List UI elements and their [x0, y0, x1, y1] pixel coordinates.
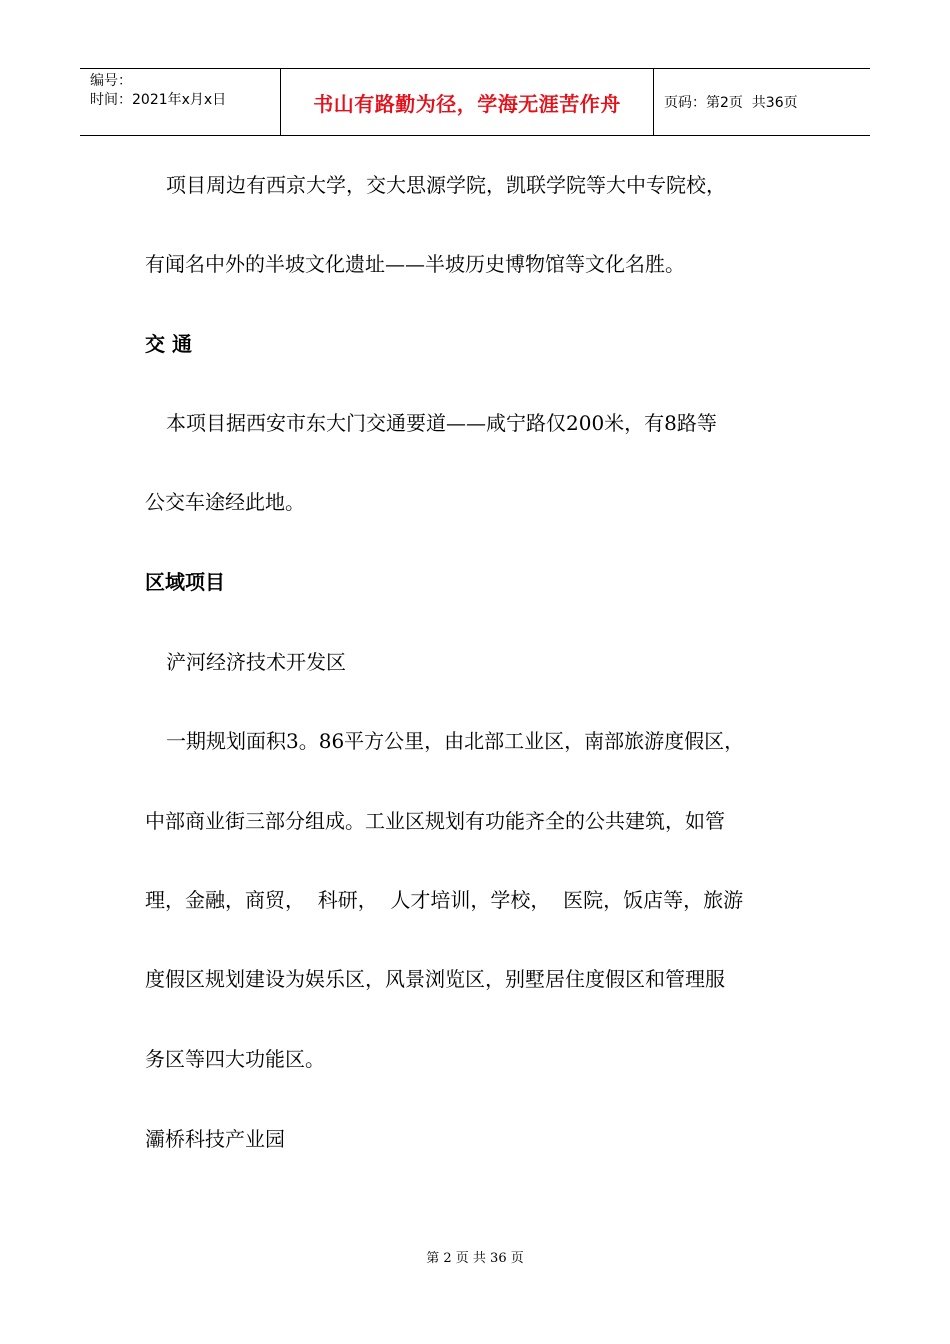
document-date: 时间：2021年x月x日 — [90, 92, 227, 108]
header-meta — [80, 69, 281, 135]
paragraph-line: 有闻名中外的半坡文化遗址——半坡历史博物馆等文化名胜。 — [145, 252, 685, 276]
paragraph-line: 浐河经济技术开发区 — [166, 650, 346, 674]
motto-text: 书山有路勤为径，学海无涯苦作舟 — [313, 91, 621, 116]
header-motto — [281, 69, 654, 135]
page-footer: 第 2 页 共 36 页 — [426, 1251, 524, 1266]
paragraph-line: 本项目据西安市东大门交通要道——咸宁路仅200米，有8路等 — [166, 411, 717, 435]
header-page-info — [654, 69, 870, 135]
document-number: 编号： — [90, 73, 132, 89]
paragraph-line: 中部商业街三部分组成。工业区规划有功能齐全的公共建筑，如管 — [145, 809, 725, 833]
paragraph-line: 理，金融，商贸， 科研， 人才培训，学校， 医院，饭店等，旅游 — [145, 888, 744, 912]
page-header — [80, 68, 870, 136]
paragraph-line: 项目周边有西京大学，交大思源学院，凯联学院等大中专院校， — [166, 173, 726, 197]
paragraph-line: 灞桥科技产业园 — [145, 1127, 285, 1151]
section-heading-traffic: 交 通 — [145, 332, 192, 356]
paragraph-line: 务区等四大功能区。 — [145, 1047, 325, 1071]
page-info-text: 页码：第2页 共36页 — [664, 95, 798, 111]
paragraph-line: 一期规划面积3。86平方公里，由北部工业区，南部旅游度假区， — [166, 729, 745, 753]
section-heading-region: 区域项目 — [145, 570, 225, 594]
paragraph-line: 度假区规划建设为娱乐区，风景浏览区，别墅居住度假区和管理服 — [145, 967, 725, 991]
paragraph-line: 公交车途经此地。 — [145, 490, 305, 514]
